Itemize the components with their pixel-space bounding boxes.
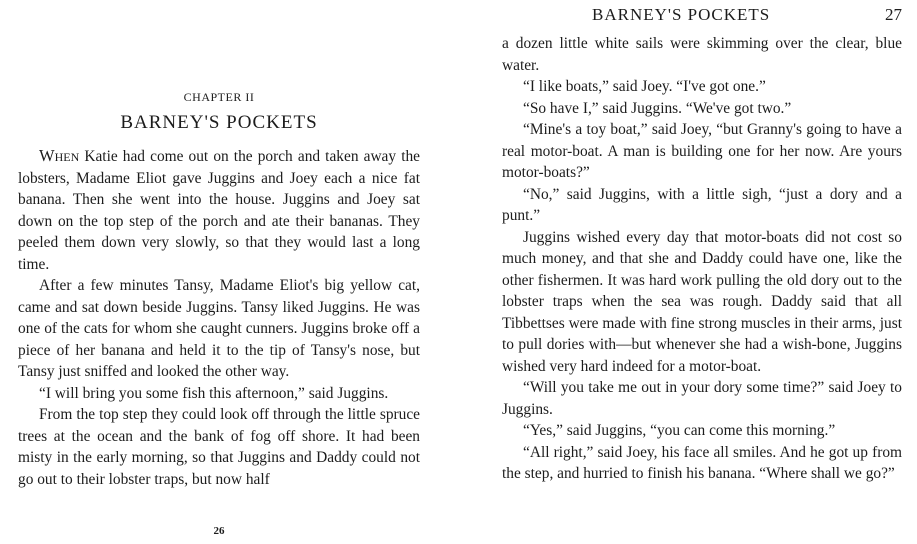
paragraph <box>18 145 420 275</box>
paragraph: “All right,” said Joey, his face all smiles. And he got up from the step, and hurried to finish his banana. “Where shall we go?” <box>502 443 902 482</box>
paragraph-text: Katie had come out on the porch and taken away the lobsters, Madame Eliot gave Juggins and Joey each a nice fat banana. Then she went into the house. Juggins and Joey sat down on the top step of the porch and ate their bananas. They peeled them down very slowly, so that they would last a long time. <box>18 148 420 273</box>
page-number: 26 <box>213 525 225 537</box>
paragraph: Juggins wished every day that motor-boats did not cost so much money, and that she and Daddy could have one, like the other fishermen. It was hard work pulling the old dory out to the lobster traps when the sea was rough. Daddy said that all Tibbettses were made with fine strong muscles in their arms, just to pull dories with—but whenever she had a wish-bone, Juggins wished very hard indeed for a motor-boat. <box>502 228 902 375</box>
paragraph: “Yes,” said Juggins, “you can come this morning.” <box>523 422 836 439</box>
paragraph: “Mine's a toy boat,” said Joey, “but Granny's going to have a real motor-boat. A man is building one for her now. Are yours motor-boats?” <box>502 121 902 181</box>
right-page-body <box>502 33 902 485</box>
chapter-title: BARNEY'S POCKETS <box>120 112 318 133</box>
running-head: BARNEY'S POCKETS <box>592 5 771 24</box>
opening-word: When <box>39 146 80 165</box>
paragraph: “So have I,” said Juggins. “We've got two.” <box>523 99 792 117</box>
paragraph: After a few minutes Tansy, Madame Eliot's big yellow cat, came and sat down beside Juggins. Tansy liked Juggins. He was one of the cats for whom she caught cunners. Juggins broke off a piece of her banana and held it to the tip of Tansy's nose, but Tansy just sniffed and looked the other way. <box>18 277 420 380</box>
paragraph-continuation: a dozen little white sails were skimming over the clear, blue water. <box>502 35 902 74</box>
chapter-number: CHAPTER II <box>183 90 255 104</box>
paragraph: From the top step they could look off through the little spruce trees at the ocean and the bank of fog off shore. It had been misty in the early morning, so that Juggins and Daddy could not go out to their lobster traps, but now half <box>18 406 420 488</box>
paragraph: “No,” said Juggins, with a little sigh, “just a dory and a punt.” <box>502 185 902 224</box>
paragraph: “I will bring you some fish this afternoon,” said Juggins. <box>39 384 389 402</box>
left-page-body <box>18 145 420 490</box>
page-number: 27 <box>885 5 902 24</box>
paragraph: “I like boats,” said Joey. “I've got one.” <box>523 78 766 95</box>
paragraph: “Will you take me out in your dory some time?” said Joey to Juggins. <box>502 379 902 418</box>
